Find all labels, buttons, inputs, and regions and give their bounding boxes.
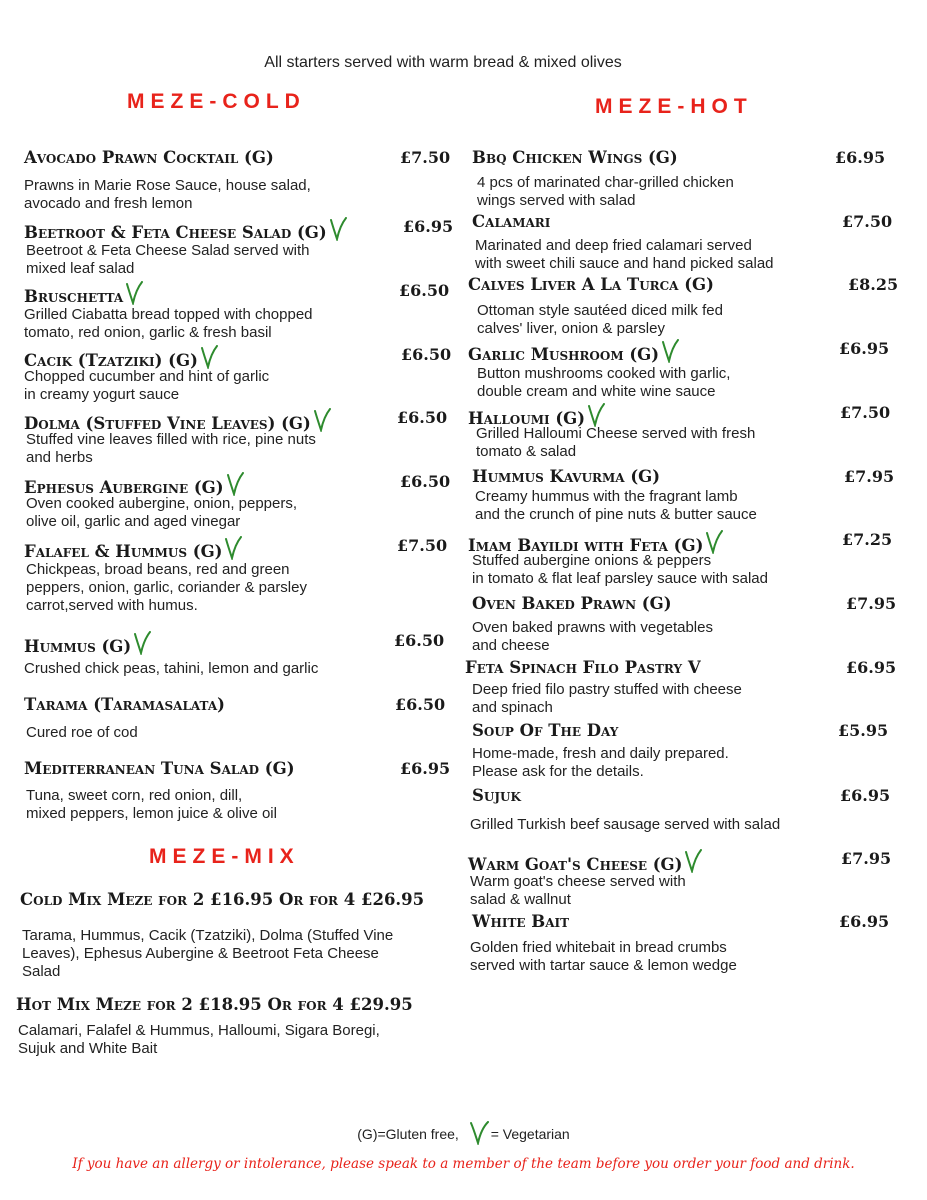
dish-description: Calamari, Falafel & Hummus, Halloumi, Sigara Boregi, Sujuk and White Bait bbox=[18, 1022, 380, 1057]
dish-price: £6.50 bbox=[401, 345, 452, 364]
dish-description: Stuffed aubergine onions & peppers in tomato & flat leaf parsley sauce with salad bbox=[472, 552, 768, 587]
dish-name bbox=[468, 275, 714, 295]
dish-name-text: Halloumi (G) bbox=[468, 409, 586, 428]
dish-name-text: Calamari bbox=[472, 212, 551, 231]
dish-description: Prawns in Marie Rose Sauce, house salad, avocado and fresh lemon bbox=[24, 177, 311, 212]
dish-name-text: Cacik (Tzatziki) (G) bbox=[24, 351, 198, 370]
dish-description: Creamy hummus with the fragrant lamb and the crunch of pine nuts & butter sauce bbox=[475, 488, 757, 523]
dish-price: £7.95 bbox=[841, 849, 892, 868]
dish-name-text: Ephesus Aubergine (G) bbox=[24, 478, 224, 497]
dish-name bbox=[20, 890, 424, 910]
dish-name-text: Cold Mix Meze for 2 £16.95 Or for 4 £26.95 bbox=[20, 890, 425, 909]
vegetarian-v-icon bbox=[705, 530, 723, 554]
dish-description: Oven baked prawns with vegetables and cheese bbox=[472, 619, 713, 654]
legend bbox=[0, 1121, 927, 1145]
dish-name bbox=[472, 212, 550, 232]
dish-name-text: Tarama (Taramasalata) bbox=[24, 695, 225, 714]
dish-name bbox=[472, 786, 521, 806]
dish-name bbox=[465, 658, 701, 678]
dish-name-text: Dolma (Stuffed Vine Leaves) (G) bbox=[24, 414, 311, 433]
dish-description: Marinated and deep fried calamari served with sweet chili sauce and hand picked salad bbox=[475, 237, 774, 272]
dish-name bbox=[24, 536, 242, 562]
dish-name-text: Imam Bayildi with Feta (G) bbox=[468, 536, 704, 555]
dish-price: £7.50 bbox=[840, 403, 891, 422]
section-title-meze-mix: MEZE-MIX bbox=[149, 845, 300, 868]
vegetarian-v-icon bbox=[587, 403, 605, 427]
dish-name-text: Oven Baked Prawn (G) bbox=[472, 594, 672, 613]
dish-name-text: Feta Spinach Filo Pastry V bbox=[465, 658, 701, 677]
dish-name-text: Bbq Chicken Wings (G) bbox=[472, 148, 678, 167]
dish-price: £7.95 bbox=[846, 594, 897, 613]
dish-name-text: Beetroot & Feta Cheese Salad (G) bbox=[24, 223, 327, 242]
dish-price: £6.95 bbox=[400, 759, 451, 778]
vegetarian-v-icon bbox=[313, 408, 331, 432]
dish-description: Ottoman style sautéed diced milk fed calves' liver, onion & parsley bbox=[477, 302, 723, 337]
dish-price: £6.50 bbox=[395, 695, 446, 714]
dish-price: £8.25 bbox=[848, 275, 899, 294]
dish-name bbox=[472, 467, 660, 487]
allergy-notice: If you have an allergy or intolerance, please speak to a member of the team before you order your food and drink. bbox=[72, 1156, 855, 1172]
vegetarian-v-icon bbox=[200, 345, 218, 369]
dish-description: Tuna, sweet corn, red onion, dill, mixed peppers, lemon juice & olive oil bbox=[26, 787, 277, 822]
dish-description: Chopped cucumber and hint of garlic in creamy yogurt sauce bbox=[24, 368, 270, 403]
dish-name-text: Sujuk bbox=[472, 786, 521, 805]
dish-description: Home-made, fresh and daily prepared. Please ask for the details. bbox=[472, 745, 729, 780]
vegetarian-v-icon bbox=[133, 631, 151, 655]
dish-description: Chickpeas, broad beans, red and green peppers, onion, garlic, coriander & parsley carrot,served with humus. bbox=[26, 561, 307, 614]
dish-price: £6.95 bbox=[839, 339, 890, 358]
legend-gluten-free: (G)=Gluten free, bbox=[357, 1126, 459, 1142]
dish-price: £6.95 bbox=[835, 148, 886, 167]
dish-price: £6.95 bbox=[846, 658, 897, 677]
dish-price: £6.50 bbox=[397, 408, 448, 427]
dish-name-text: Hot Mix Meze for 2 £18.95 Or for 4 £29.95 bbox=[16, 995, 413, 1014]
dish-name-text: Falafel & Hummus (G) bbox=[24, 542, 223, 561]
vegetarian-v-icon bbox=[329, 217, 347, 241]
dish-description: Crushed chick peas, tahini, lemon and garlic bbox=[24, 660, 319, 677]
dish-name-text: White Bait bbox=[472, 912, 570, 931]
dish-description: Tarama, Hummus, Cacik (Tzatziki), Dolma (Stuffed Vine Leaves), Ephesus Aubergine & Beetroot Feta Cheese Salad bbox=[22, 927, 394, 980]
dish-description: Oven cooked aubergine, onion, peppers, olive oil, garlic and aged vinegar bbox=[26, 495, 298, 530]
section-title-meze-cold: MEZE-COLD bbox=[127, 90, 306, 113]
dish-name bbox=[24, 695, 225, 715]
dish-description: Beetroot & Feta Cheese Salad served with mixed leaf salad bbox=[26, 242, 310, 277]
vegetarian-v-icon bbox=[224, 536, 242, 560]
dish-name bbox=[472, 912, 569, 932]
section-title-meze-hot: MEZE-HOT bbox=[595, 95, 753, 118]
dish-name-text: Calves Liver A La Turca (G) bbox=[468, 275, 714, 294]
dish-price: £6.95 bbox=[840, 786, 891, 805]
dish-price: £6.50 bbox=[399, 281, 450, 300]
dish-name-text: Mediterranean Tuna Salad (G) bbox=[24, 759, 295, 778]
dish-name bbox=[24, 217, 347, 243]
dish-price: £6.95 bbox=[839, 912, 890, 931]
vegetarian-v-icon bbox=[684, 849, 702, 873]
dish-description: Stuffed vine leaves filled with rice, pine nuts and herbs bbox=[26, 431, 316, 466]
dish-description: Grilled Ciabatta bread topped with chopped tomato, red onion, garlic & fresh basil bbox=[24, 306, 313, 341]
dish-name bbox=[468, 849, 702, 875]
dish-price: £6.50 bbox=[400, 472, 451, 491]
dish-price: £7.50 bbox=[400, 148, 451, 167]
dish-name bbox=[24, 281, 143, 307]
dish-name-text: Warm Goat's Cheese (G) bbox=[468, 855, 683, 874]
dish-name-text: Garlic Mushroom (G) bbox=[468, 345, 660, 364]
dish-name bbox=[16, 995, 413, 1015]
dish-price: £6.50 bbox=[394, 631, 445, 650]
dish-price: £5.95 bbox=[838, 721, 889, 740]
dish-description: Cured roe of cod bbox=[26, 724, 138, 741]
dish-name bbox=[24, 631, 151, 657]
dish-name bbox=[472, 148, 678, 168]
dish-name-text: Avocado Prawn Cocktail (G) bbox=[24, 148, 274, 167]
dish-price: £7.25 bbox=[842, 530, 893, 549]
vegetarian-v-icon bbox=[661, 339, 679, 363]
vegetarian-v-icon bbox=[469, 1121, 489, 1145]
dish-description: Golden fried whitebait in bread crumbs served with tartar sauce & lemon wedge bbox=[470, 939, 737, 974]
dish-description: 4 pcs of marinated char-grilled chicken wings served with salad bbox=[477, 174, 734, 209]
dish-description: Button mushrooms cooked with garlic, double cream and white wine sauce bbox=[477, 365, 731, 400]
dish-name bbox=[472, 721, 618, 741]
dish-price: £7.95 bbox=[844, 467, 895, 486]
vegetarian-v-icon bbox=[125, 281, 143, 305]
dish-name bbox=[468, 339, 679, 365]
dish-name-text: Soup Of The Day bbox=[472, 721, 619, 740]
legend-vegetarian: = Vegetarian bbox=[490, 1126, 570, 1142]
dish-name bbox=[24, 148, 274, 168]
dish-description: Warm goat's cheese served with salad & wallnut bbox=[470, 873, 686, 908]
intro-text: All starters served with warm bread & mixed olives bbox=[264, 54, 622, 71]
dish-name-text: Hummus Kavurma (G) bbox=[472, 467, 661, 486]
dish-name-text: Hummus (G) bbox=[24, 637, 132, 656]
dish-name bbox=[472, 594, 672, 614]
dish-description: Deep fried filo pastry stuffed with cheese and spinach bbox=[472, 681, 742, 716]
dish-price: £7.50 bbox=[397, 536, 448, 555]
dish-description: Grilled Halloumi Cheese served with fresh tomato & salad bbox=[476, 425, 756, 460]
dish-description: Grilled Turkish beef sausage served with salad bbox=[470, 816, 781, 833]
vegetarian-v-icon bbox=[226, 472, 244, 496]
dish-name-text: Bruschetta bbox=[24, 287, 124, 306]
dish-name bbox=[24, 759, 295, 779]
dish-price: £6.95 bbox=[403, 217, 454, 236]
dish-price: £7.50 bbox=[842, 212, 893, 231]
